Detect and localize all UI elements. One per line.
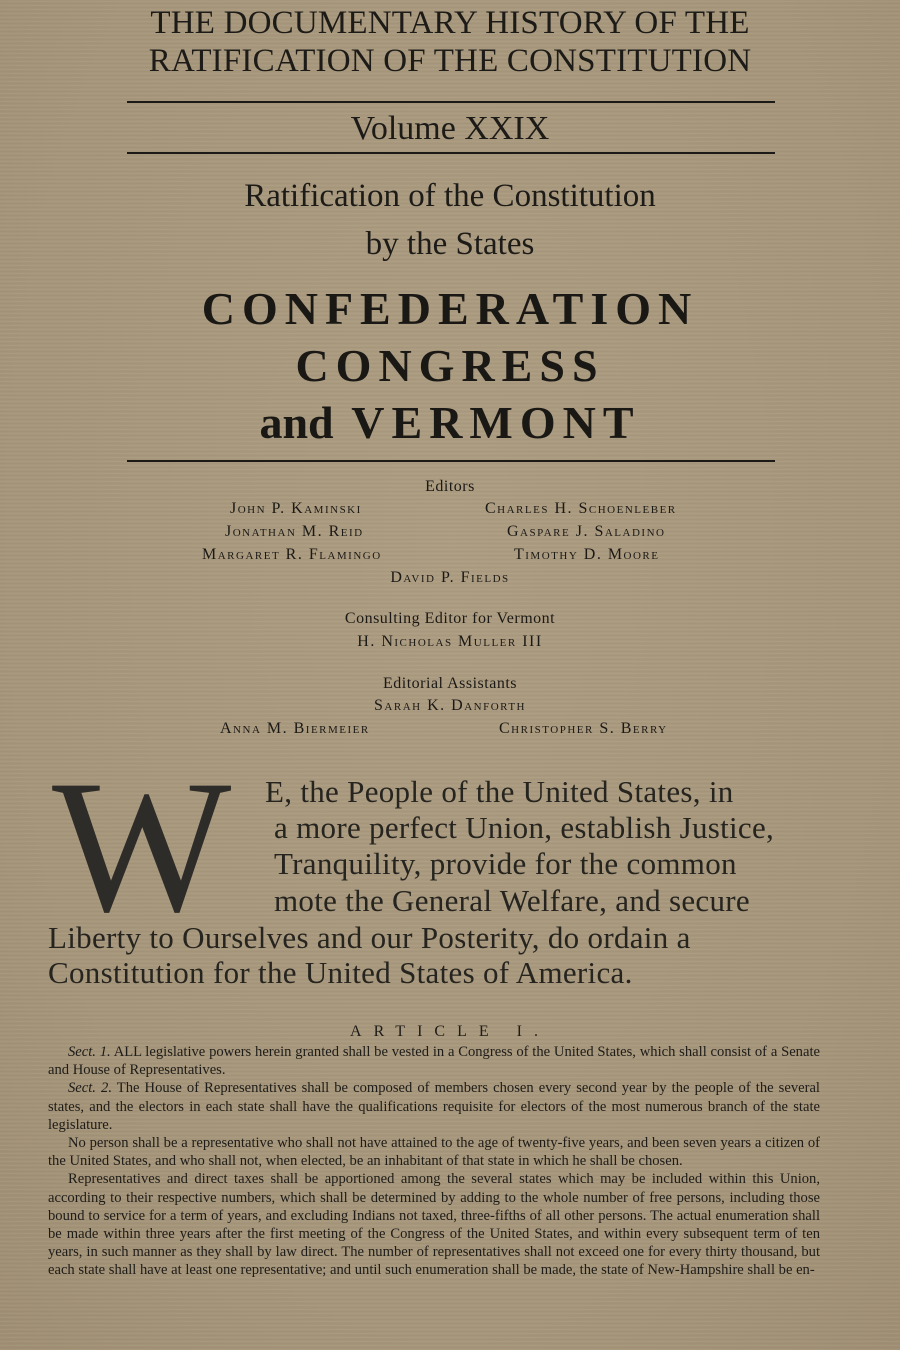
editor-name: Timothy D. Moore xyxy=(514,546,660,563)
editor-name: Gaspare J. Saladino xyxy=(507,523,666,540)
rule-divider-volume xyxy=(127,152,775,154)
article-paragraph xyxy=(48,1043,820,1079)
editor-name: Margaret R. Flamingo xyxy=(202,546,382,563)
article-paragraph xyxy=(48,1079,820,1134)
article-paragraph xyxy=(48,1134,820,1170)
subtitle-line-2: by the States xyxy=(365,226,535,262)
paragraph-text: ALL legislative powers herein granted shall be vested in a Congress of the United States, which shall consist of a Senate and House of Representatives. xyxy=(48,1044,820,1079)
preamble-line: E, the People of the United States, in xyxy=(265,774,734,809)
main-title-prefix: and xyxy=(259,397,334,448)
volume-number: Volume XXIX xyxy=(350,110,550,147)
preamble-line: mote the General Welfare, and secure xyxy=(274,883,750,918)
subtitle-line-1: Ratification of the Constitution xyxy=(244,178,656,214)
paragraph-text: Representatives and direct taxes shall be apportioned among the several states which may be included within this Union, according to their respective numbers, which shall be determined by adding to the whole number of free persons, including those bound to service for a term of years, and excluding Indians not taxed, three-fifths of all other persons. The actual enumeration shall be made within three years after the first meeting of the Congress of the United States, and within every subsequent term of ten years, in such manner as they shall by law direct. The number of representatives shall not exceed one for every thirty thousand, but each state shall have at least one representative; and until such enumeration shall be made, the state of New-Hampshire shall be en- xyxy=(48,1171,820,1279)
main-title-line-3 xyxy=(0,394,900,451)
main-title-line-2: CONGRESS xyxy=(295,340,605,391)
series-title-line-2: RATIFICATION OF THE CONSTITUTION xyxy=(148,43,752,79)
article-paragraph xyxy=(48,1170,820,1279)
section-marker: Sect. 1. xyxy=(68,1044,111,1060)
editors-label: Editors xyxy=(425,478,475,495)
editor-name: Jonathan M. Reid xyxy=(225,523,364,540)
assistant-name: Christopher S. Berry xyxy=(499,720,668,737)
preamble-line: Tranquility, provide for the common xyxy=(274,846,737,881)
preamble-line: Constitution for the United States of America. xyxy=(48,955,633,990)
editorial-assistants-label: Editorial Assistants xyxy=(383,675,517,692)
paragraph-text: No person shall be a representative who shall not have attained to the age of twenty-five years, and been seven years a citizen of the United States, and who shall not, when elected, be an inhabitant of that state in which he shall be chosen. xyxy=(48,1135,820,1170)
editor-name: Charles H. Schoenleber xyxy=(485,500,677,517)
drop-cap-letter: W xyxy=(52,742,232,952)
rule-divider-top xyxy=(127,101,775,103)
preamble-line: Liberty to Ourselves and our Posterity, do ordain a xyxy=(48,920,691,955)
preamble-line: a more perfect Union, establish Justice, xyxy=(274,810,775,845)
article-heading: ARTICLE I. xyxy=(350,1023,550,1040)
assistant-name: Anna M. Biermeier xyxy=(220,720,370,737)
editor-name: David P. Fields xyxy=(390,569,510,586)
series-title-line-1: THE DOCUMENTARY HISTORY OF THE xyxy=(150,5,750,41)
assistant-name: Sarah K. Danforth xyxy=(374,697,526,714)
consulting-editor-label: Consulting Editor for Vermont xyxy=(344,610,556,627)
consulting-editor-name: H. Nicholas Muller III xyxy=(357,633,543,650)
editor-name: John P. Kaminski xyxy=(230,500,362,517)
subtitle xyxy=(0,172,900,268)
main-title-state: VERMONT xyxy=(351,397,641,448)
section-marker: Sect. 2. xyxy=(68,1080,112,1097)
rule-divider-title xyxy=(127,460,775,462)
series-title xyxy=(0,4,900,80)
main-title-line-1: CONFEDERATION xyxy=(201,283,699,334)
article-body xyxy=(48,1043,820,1280)
paragraph-text: The House of Representatives shall be composed of members chosen every second year by the people of the several states, and the electors in each state shall have the qualifications requisite for electors of the most numerous branch of the state legislature. xyxy=(48,1080,820,1133)
main-title xyxy=(0,280,900,451)
